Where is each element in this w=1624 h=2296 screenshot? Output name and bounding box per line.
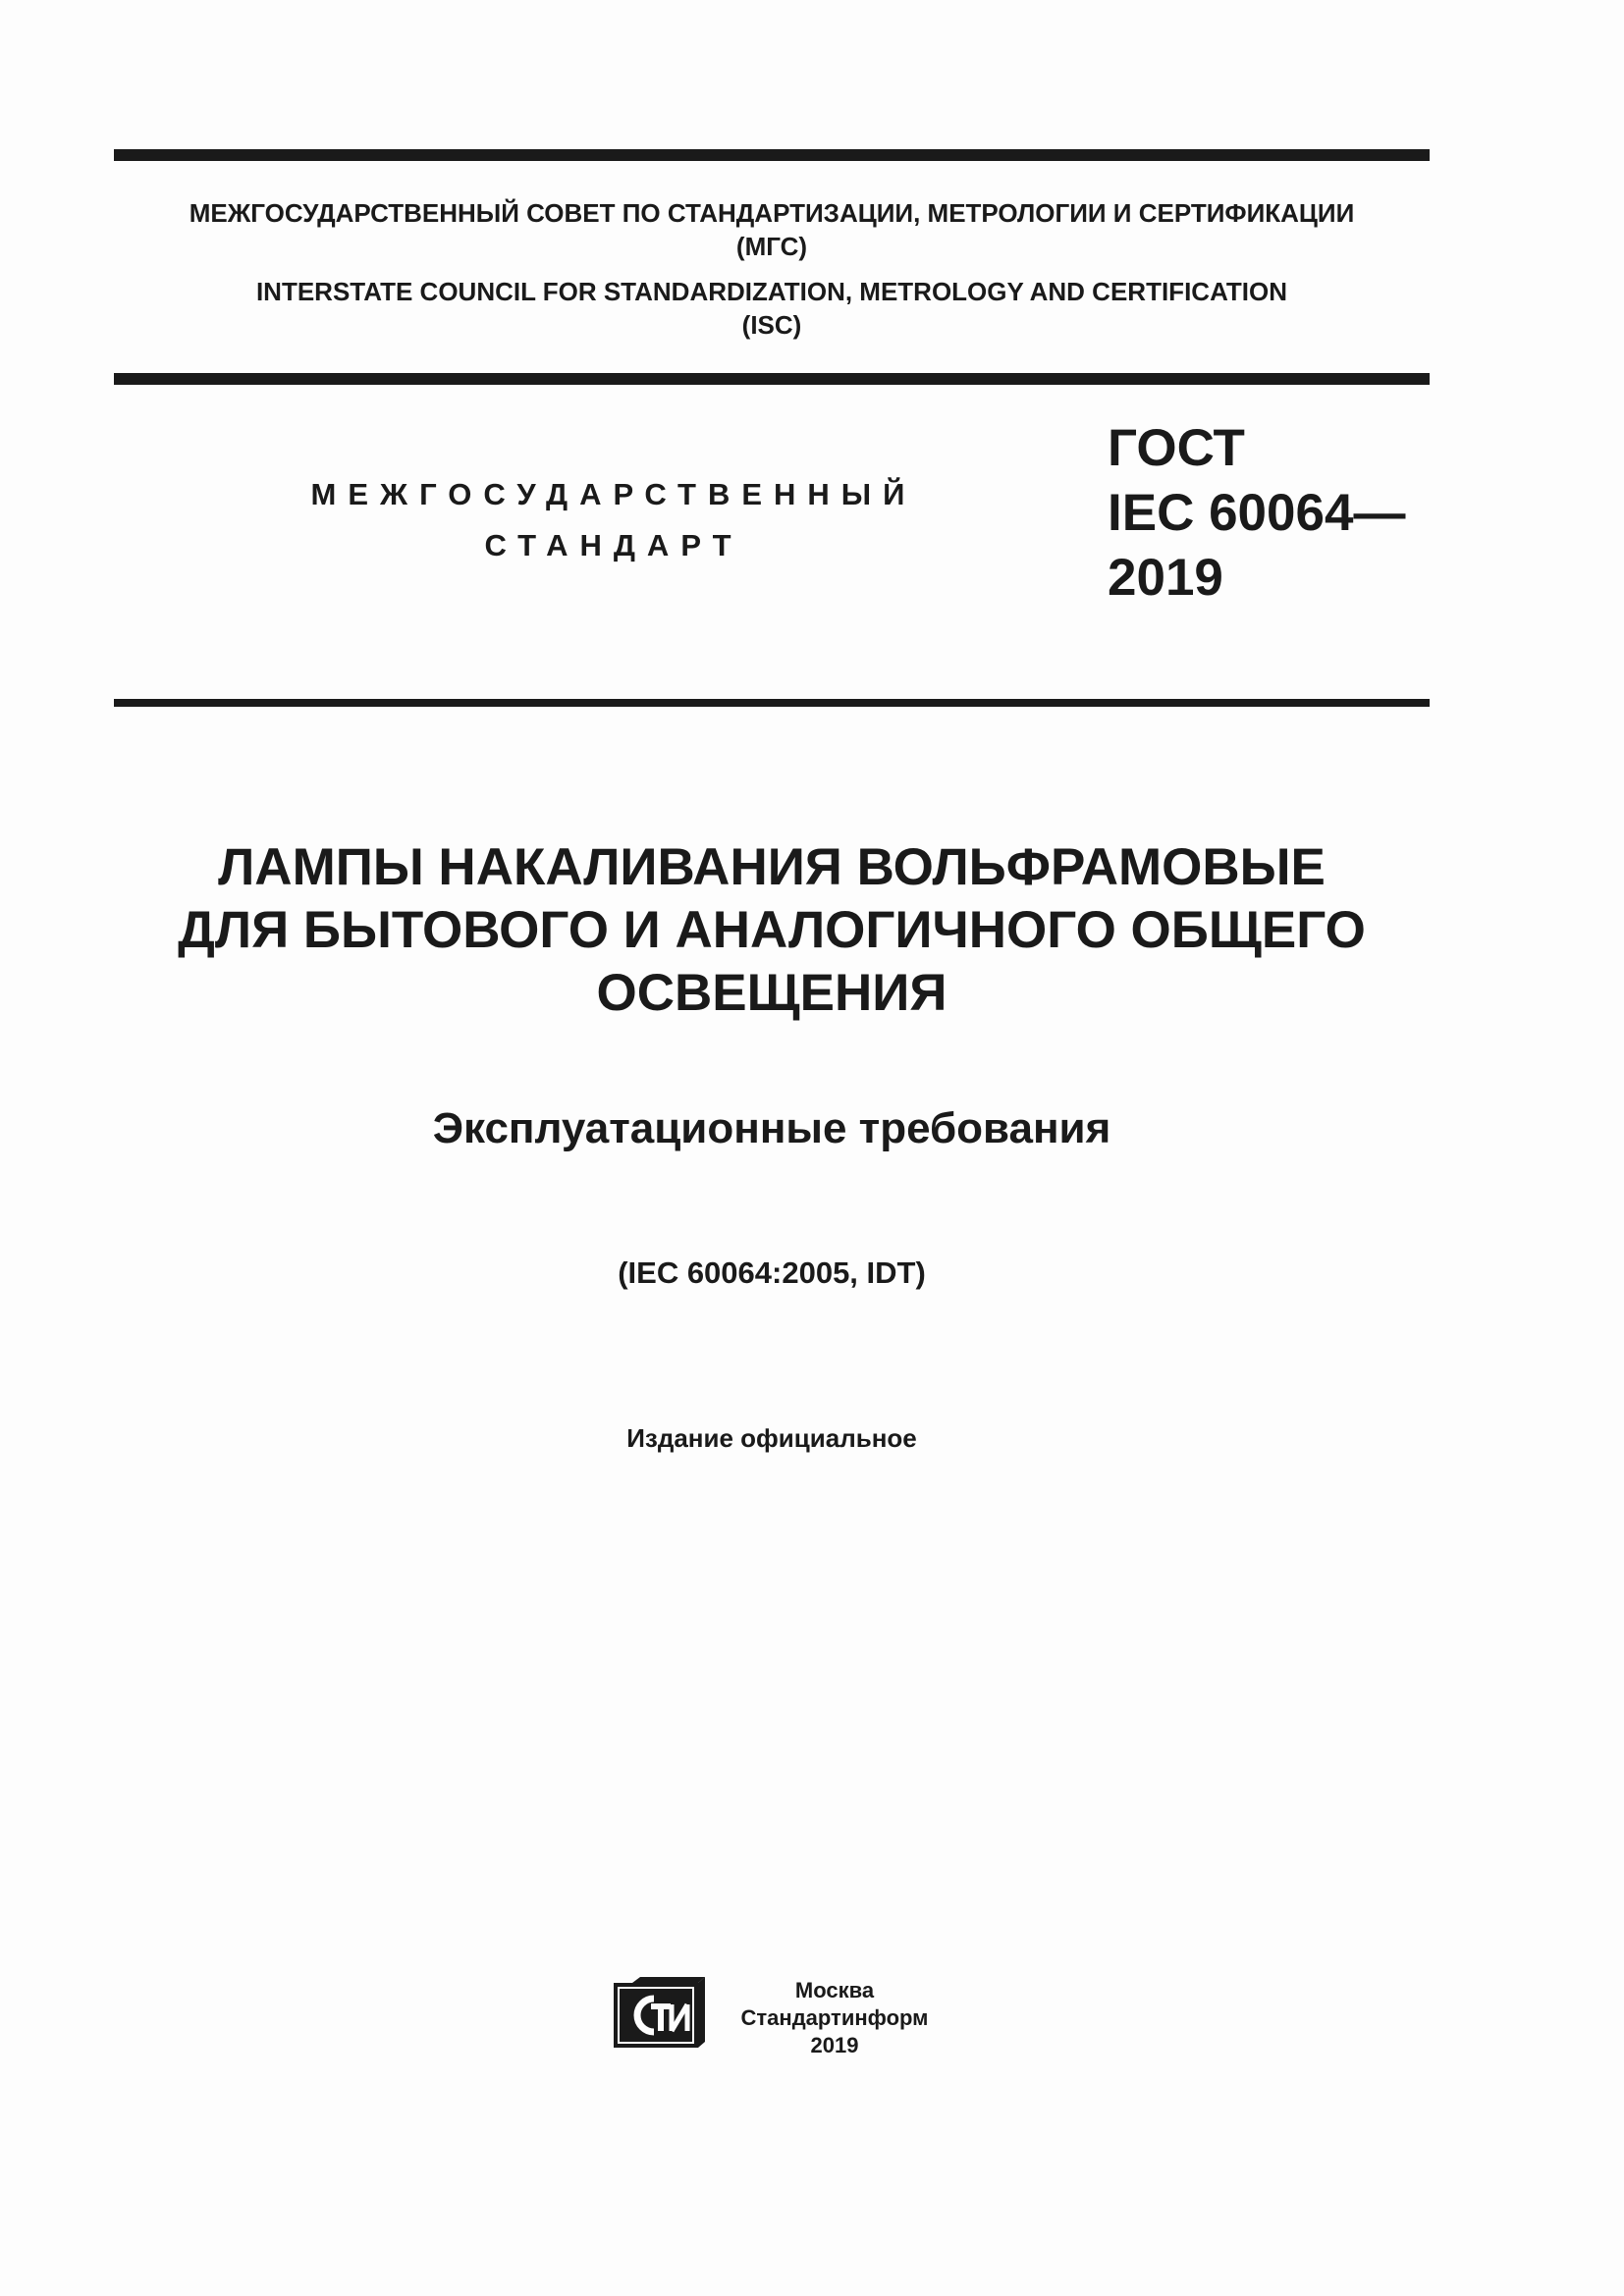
- top-rule: [114, 149, 1430, 161]
- council-abbr-ru: (МГС): [735, 232, 808, 261]
- document-subtitle: Эксплуатационные требования: [432, 1104, 1111, 1152]
- publisher-year: 2019: [810, 2033, 859, 2057]
- standard-code-line-2: IEC 60064—: [1108, 484, 1406, 542]
- council-abbr-en: (ISC): [741, 310, 802, 340]
- standartinform-logo-icon: [611, 1977, 707, 2054]
- edition-note: Издание официальное: [626, 1423, 917, 1453]
- standard-kind: [295, 469, 933, 571]
- standard-code: [1108, 416, 1432, 611]
- council-name-ru-line: МЕЖГОСУДАРСТВЕННЫЙ СОВЕТ ПО СТАНДАРТИЗАЦИИ, МЕТРОЛОГИИ И СЕРТИФИКАЦИИ: [189, 198, 1355, 228]
- standard-code-line-1: ГОСТ: [1108, 419, 1245, 477]
- logo-lettering: СТИ: [611, 1977, 614, 1978]
- title-line-2: ДЛЯ БЫТОВОГО И АНАЛОГИЧНОГО ОБЩЕГО: [178, 901, 1366, 959]
- council-name-ru: [114, 196, 1430, 263]
- title-line-3: ОСВЕЩЕНИЯ: [596, 964, 947, 1022]
- publisher-block: [717, 1977, 952, 2059]
- lower-rule: [114, 699, 1430, 707]
- publisher-city: Москва: [794, 1978, 875, 2002]
- standard-kind-line-2: СТАНДАРТ: [484, 528, 743, 562]
- publisher-name: Стандартинформ: [740, 2005, 929, 2030]
- document-title: [114, 836, 1430, 1025]
- council-name-en-line: INTERSTATE COUNCIL FOR STANDARDIZATION, METROLOGY AND CERTIFICATION: [255, 277, 1288, 306]
- title-line-1: ЛАМПЫ НАКАЛИВАНИЯ ВОЛЬФРАМОВЫЕ: [218, 838, 1326, 896]
- standard-kind-line-1: МЕЖГОСУДАРСТВЕННЫЙ: [310, 477, 917, 511]
- middle-rule: [114, 373, 1430, 385]
- international-reference: (IEC 60064:2005, IDT): [618, 1255, 926, 1290]
- standard-code-line-3: 2019: [1108, 549, 1223, 607]
- council-name-en: [114, 275, 1430, 342]
